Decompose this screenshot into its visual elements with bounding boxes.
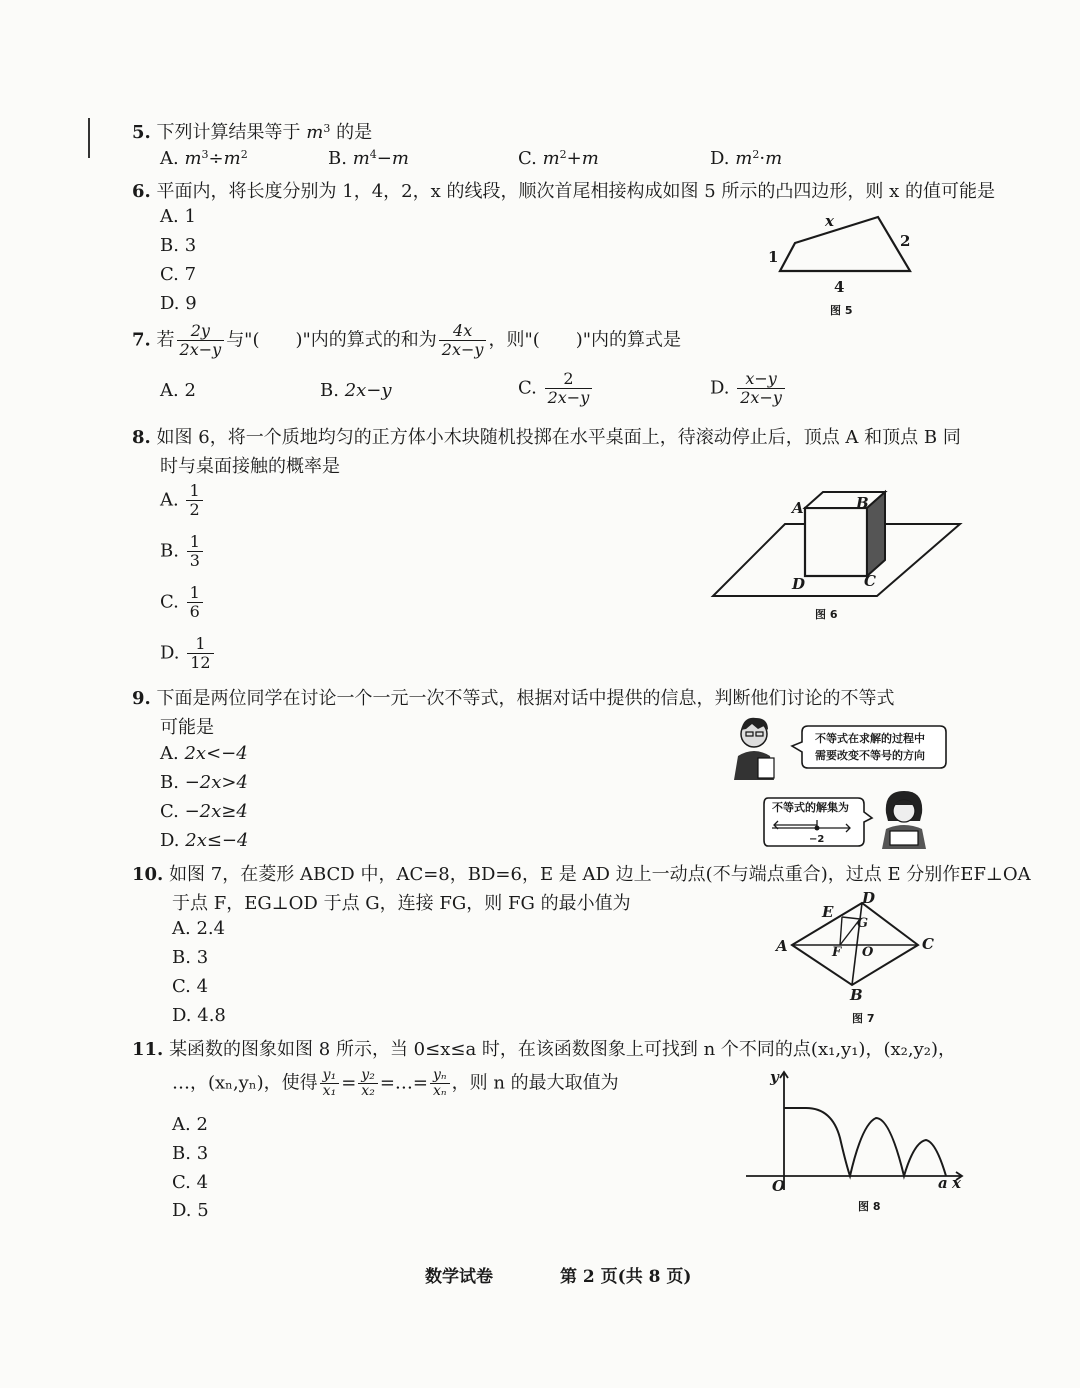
q5-option-c[interactable]: C. $m^2+m$ [518, 148, 599, 169]
q6-option-a[interactable]: A. 1 [160, 206, 196, 227]
q10-number: 10. [132, 864, 164, 885]
q8-number: 8. [132, 427, 151, 448]
q8-option-a[interactable]: A. $\frac{1}{2}$ [160, 482, 205, 519]
q11-option-c[interactable]: C. 4 [172, 1172, 209, 1193]
fig6-label-b: B [856, 494, 869, 512]
q10-option-b[interactable]: B. 3 [172, 947, 209, 968]
footer-page-number: 第 2 页(共 8 页) [560, 1267, 692, 1287]
margin-mark [88, 118, 90, 158]
figure-8-function-graph [740, 1068, 970, 1193]
figure-6-cube-on-table [705, 488, 970, 603]
bubble-2-value: −2 [809, 834, 825, 845]
q11-option-d[interactable]: D. 5 [172, 1200, 209, 1221]
figure-8-caption: 图 8 [858, 1200, 881, 1213]
figure-5-caption: 图 5 [830, 304, 853, 317]
figure-7-rhombus [780, 895, 930, 995]
q5-option-a[interactable]: A. $m^3\div m^2$ [160, 148, 248, 169]
q7-option-c[interactable]: C. $\frac{2}{2x-y}$ [518, 370, 594, 407]
q10-option-a[interactable]: A. 2.4 [172, 918, 226, 939]
q11-number: 11. [132, 1039, 164, 1060]
q7-stem: 7. 若 $\frac{2y}{2x-y}$ 与"( )"内的算式的和为 $\frac{4x}{2x-y}$ ，则"( )"内的算式是 [132, 321, 682, 359]
figure-6-caption: 图 6 [815, 608, 838, 621]
q6-option-c[interactable]: C. 7 [160, 264, 197, 285]
fig8-label-x: x [952, 1174, 961, 1192]
q10-stem-line2: 于点 F，EG⊥OD 于点 G，连接 FG，则 FG 的最小值为 [172, 893, 631, 914]
fig7-label-b: B [850, 986, 863, 1004]
bubble-2-title: 不等式的解集为 [772, 801, 849, 814]
q5-option-b[interactable]: B. $m^4-m$ [328, 148, 409, 169]
q10-option-d[interactable]: D. 4.8 [172, 1005, 226, 1026]
q9-option-b[interactable]: B. −2x>4 [160, 772, 248, 793]
bubble-1-text: 不等式在求解的过程中 需要改变不等号的方向 [815, 732, 925, 762]
q7-fraction-1: $\frac{2y}{2x-y}$ [177, 322, 225, 359]
fig5-label-x: x [825, 212, 834, 230]
fig7-label-f: F [832, 945, 842, 960]
footer-subject: 数学试卷 [425, 1267, 493, 1287]
q7-fraction-2: $\frac{4x}{2x-y}$ [439, 322, 487, 359]
q11-option-b[interactable]: B. 3 [172, 1143, 209, 1164]
q7-number: 7. [132, 329, 151, 351]
fig6-label-c: C [864, 572, 876, 590]
q11-ratio-n: $\frac{\text{yₙ}}{\text{xₙ}}$ [430, 1068, 450, 1099]
fig7-label-o: O [862, 945, 874, 960]
fig8-label-a: a [938, 1174, 948, 1192]
fig5-label-2: 2 [900, 232, 911, 250]
q8-stem-line1: 8. 如图 6，将一个质地均匀的正方体小木块随机投掷在水平桌面上，待滚动停止后，顶点 A 和顶点 B 同 [132, 427, 961, 448]
student-girl-illustration [876, 785, 936, 850]
fig5-label-4: 4 [834, 278, 845, 296]
student-boy-illustration [728, 712, 798, 782]
q5-number: 5. [132, 122, 151, 143]
q9-option-c[interactable]: C. −2x≥4 [160, 801, 248, 822]
q8-option-b[interactable]: B. $\frac{1}{3}$ [160, 533, 205, 570]
q9-stem-line2: 可能是 [160, 717, 214, 738]
figure-7-caption: 图 7 [852, 1012, 875, 1025]
q9-option-d[interactable]: D. 2x≤−4 [160, 830, 249, 851]
fig7-label-a: A [776, 937, 788, 955]
fig7-label-c: C [922, 935, 934, 953]
q7-option-d[interactable]: D. $\frac{x-y}{2x-y}$ [710, 370, 787, 407]
figure-5-quadrilateral [760, 205, 930, 315]
fig7-label-g: G [857, 916, 869, 931]
q8-stem-line2: 时与桌面接触的概率是 [160, 456, 340, 477]
q9-option-a[interactable]: A. 2x<−4 [160, 743, 248, 764]
q5-stem: 5. 下列计算结果等于 $m^3$ 的是 [132, 122, 373, 143]
q7-option-b[interactable]: B. 2x−y [320, 380, 392, 401]
q11-ratio-2: $\frac{\text{y₂}}{\text{x₂}}$ [358, 1068, 378, 1099]
q6-option-d[interactable]: D. 9 [160, 293, 197, 314]
q10-stem-line1: 10. 如图 7，在菱形 ABCD 中，AC=8，BD=6，E 是 AD 边上一动点(不与端点重合)，过点 E 分别作EF⊥OA [132, 864, 1031, 885]
q11-ratio-1: $\frac{\text{y₁}}{\text{x₁}}$ [320, 1068, 340, 1099]
q6-option-b[interactable]: B. 3 [160, 235, 197, 256]
fig8-label-y: y [770, 1068, 779, 1086]
q5-option-d[interactable]: D. $m^2\cdot m$ [710, 148, 783, 169]
q9-stem-line1: 9. 下面是两位同学在讨论一个一元一次不等式，根据对话中提供的信息，判断他们讨论的不等式 [132, 688, 895, 709]
q8-option-d[interactable]: D. $\frac{1}{12}$ [160, 635, 216, 672]
q10-option-c[interactable]: C. 4 [172, 976, 209, 997]
q11-option-a[interactable]: A. 2 [172, 1114, 208, 1135]
fig6-label-a: A [792, 499, 804, 517]
q9-number: 9. [132, 688, 151, 709]
q11-stem-line1: 11. 某函数的图象如图 8 所示，当 0≤x≤a 时，在该函数图象上可找到 n 个不同的点(x₁,y₁)，(x₂,y₂)， [132, 1039, 956, 1060]
fig5-label-1: 1 [768, 248, 779, 266]
q6-stem: 6. 平面内，将长度分别为 1，4，2，x 的线段，顺次首尾相接构成如图 5 所示的凸四边形，则 x 的值可能是 [132, 181, 995, 202]
q8-option-c[interactable]: C. $\frac{1}{6}$ [160, 584, 205, 621]
q6-number: 6. [132, 181, 151, 202]
fig7-label-d: D [862, 889, 876, 907]
fig8-label-o: O [772, 1177, 786, 1195]
q11-stem-line2: …，(xₙ,yₙ)，使得 $\frac{\text{y₁}}{\text{x₁}}$ = $\frac{\text{y₂}}{\text{x₂}}$ =…= $\frac{\text{yₙ}}{\text{xₙ}}$ ，则 n 的最大取值为 [172, 1067, 619, 1099]
fig7-label-e: E [822, 903, 834, 921]
fig6-label-d: D [792, 575, 806, 593]
q7-option-a[interactable]: A. 2 [160, 380, 196, 401]
